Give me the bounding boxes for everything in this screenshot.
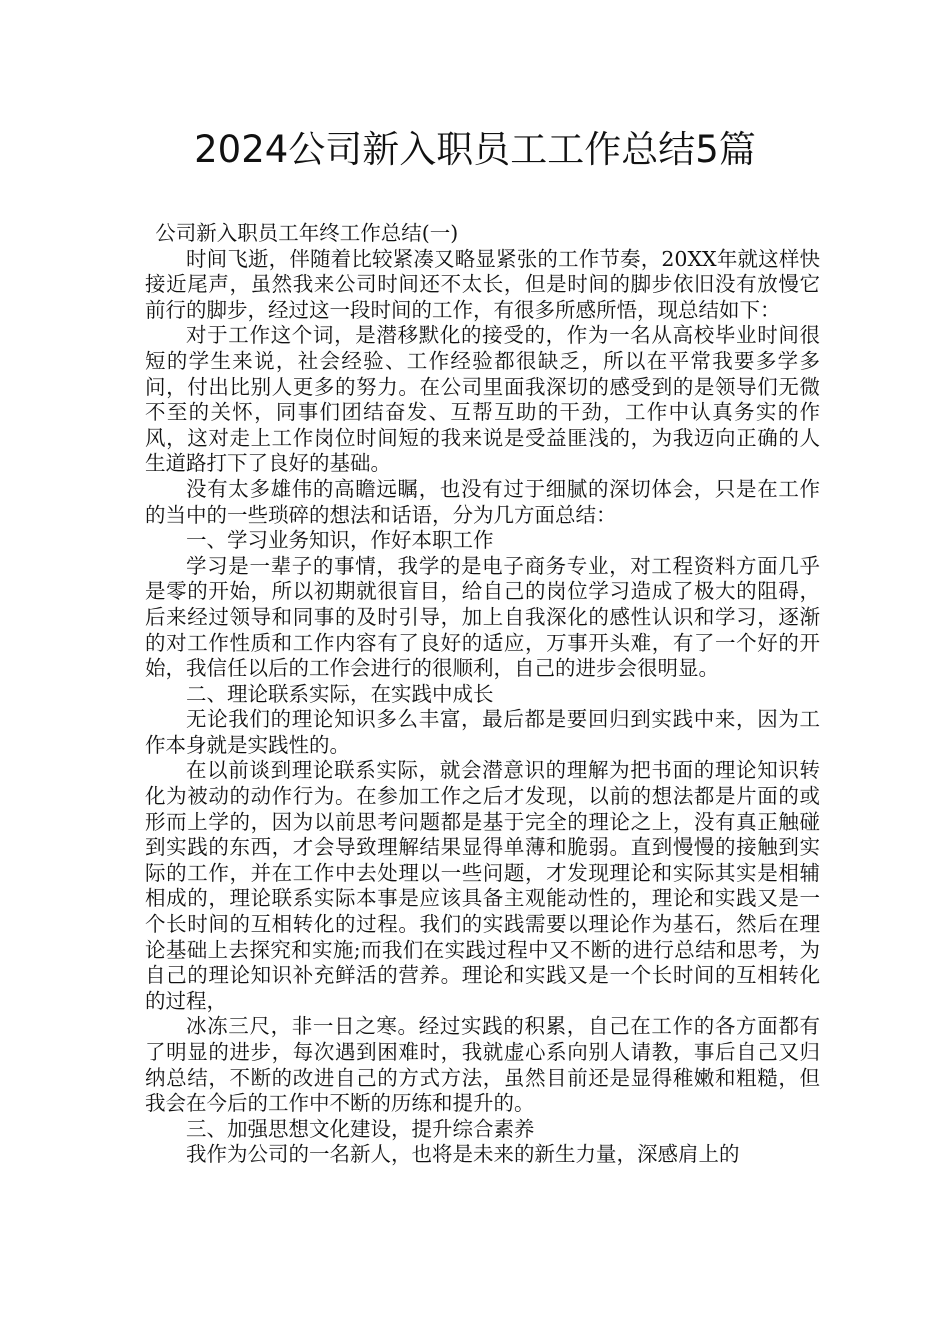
section-heading: 二、理论联系实际，在实践中成长 [186,681,494,706]
document-title: 2024公司新入职员工工作总结5篇 [194,128,756,171]
paragraph: 学习是一辈子的事情，我学的是电子商务专业，对工程资料方面几乎是零的开始，所以初期就很盲目，给自己的岗位学习造成了极大的阻碍，后来经过领导和同事的及时引导，加上自我深化的感性认识和学习，逐渐的对工作性质和工作内容有了良好的适应，万事开头难，有了一个好的开始，我信任以后的工作会进行的很顺利，自己的进步会很明显。 [145,553,820,681]
paragraph: 冰冻三尺，非一日之寒。经过实践的积累，自己在工作的各方面都有了明显的进步，每次遇到困难时，我就虚心系向别人请教，事后自己又归纳总结，不断的改进自己的方式方法，虽然目前还是显得稚嫩和粗糙，但我会在今后的工作中不断的历练和提升的。 [145,1014,820,1116]
paragraph: 对于工作这个词，是潜移默化的接受的，作为一名从高校毕业时间很短的学生来说，社会经验、工作经验都很缺乏，所以在平常我要多学多问，付出比别人更多的努力。在公司里面我深切的感受到的是领导们无微不至的关怀，同事们团结奋发、互帮互助的干劲，工作中认真务实的作风，这对走上工作岗位时间短的我来说是受益匪浅的，为我迈向正确的人生道路打下了良好的基础。 [145,323,820,476]
section-heading: 三、加强思想文化建设，提升综合素养 [186,1116,535,1141]
paragraph: 在以前谈到理论联系实际，就会潜意识的理解为把书面的理论知识转化为被动的动作行为。在参加工作之后才发现，以前的想法都是片面的或形而上学的，因为以前思考问题都是基于完全的理论之上，没有真正触碰到实践的东西，才会导致理解结果显得单薄和脆弱。直到慢慢的接触到实际的工作，并在工作中去处理以一些问题，才发现理论和实际其实是相辅相成的，理论联系实际本事是应该具备主观能动性的，理论和实践又是一个长时间的互相转化的过程。我们的实践需要以理论作为基石，然后在理论基础上去探究和实施;而我们在实践过程中又不断的进行总结和思考，为自己的理论知识补充鲜活的营养。理论和实践又是一个长时间的互相转化的过程， [145,758,820,1013]
paragraph: 时间飞逝，伴随着比较紧凑又略显紧张的工作节奏，20XX年就这样快接近尾声，虽然我来公司时间还不太长，但是时间的脚步依旧没有放慢它前行的脚步，经过这一段时间的工作，有很多所感所悟，现总结如下： [145,246,820,322]
document-subtitle: 公司新入职员工年终工作总结(一) [155,221,459,245]
paragraph: 没有太多雄伟的高瞻远瞩，也没有过于细腻的深切体会，只是在工作的当中的一些琐碎的想法和话语，分为几方面总结： [145,476,820,527]
document-body [145,221,820,1168]
paragraph: 我作为公司的一名新人，也将是未来的新生力量，深感肩上的 [186,1142,740,1167]
paragraph: 无论我们的理论知识多么丰富，最后都是要回归到实践中来，因为工作本身就是实践性的。 [145,707,820,757]
section-heading: 一、学习业务知识，作好本职工作 [186,528,494,553]
